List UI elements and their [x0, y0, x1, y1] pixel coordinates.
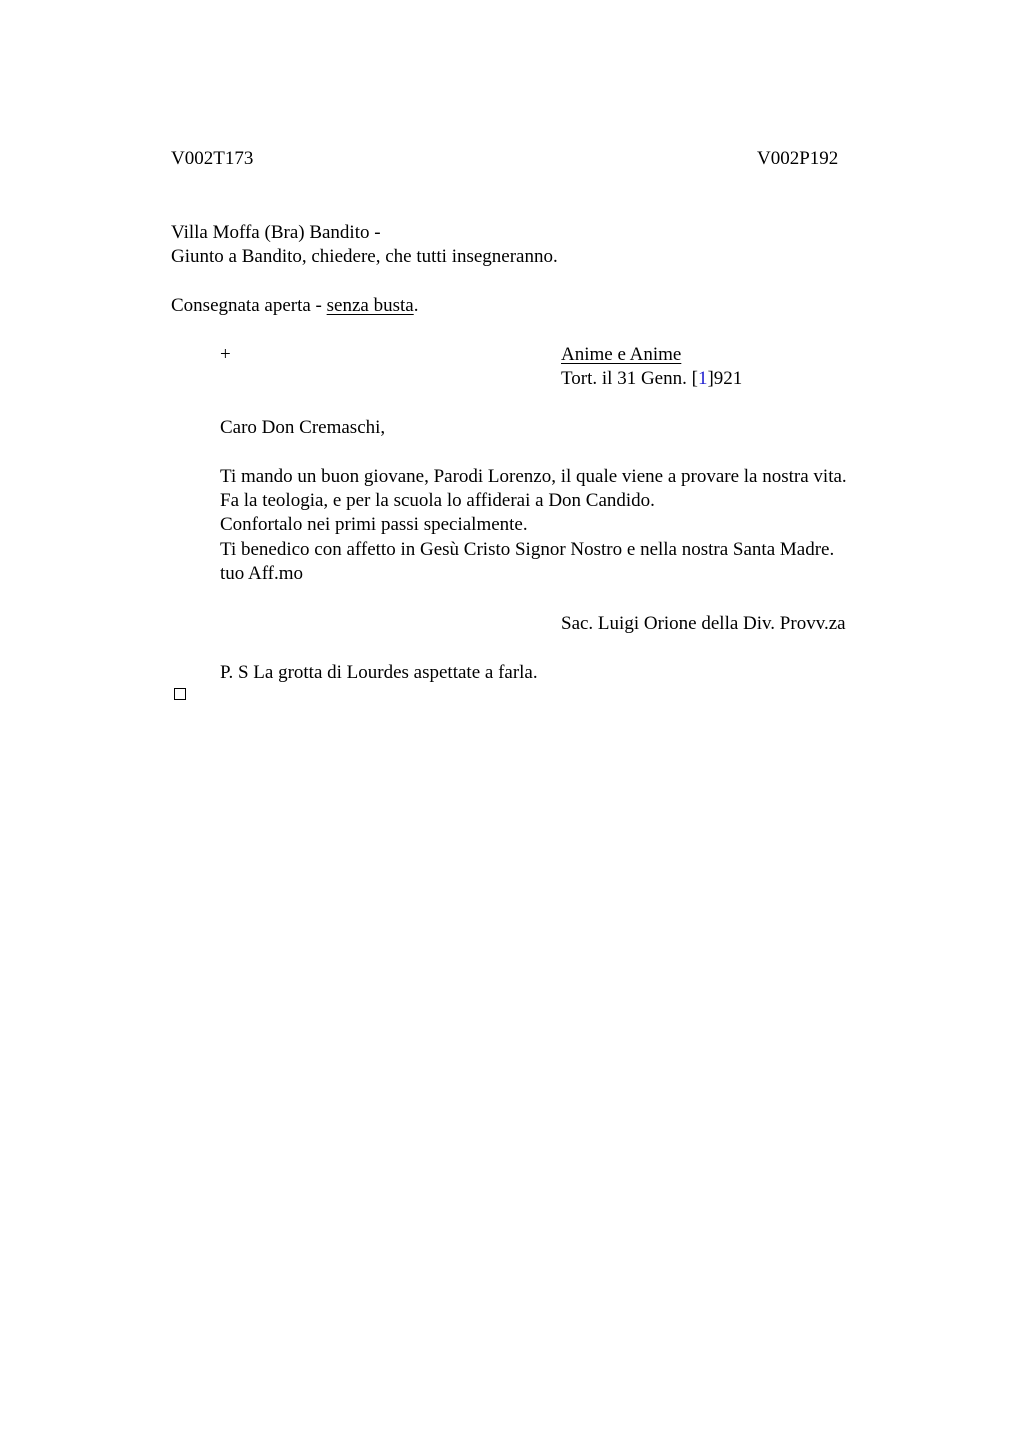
salutation: Caro Don Cremaschi, — [220, 417, 386, 438]
letter-date — [561, 367, 742, 391]
footnote-link[interactable]: 1 — [697, 368, 708, 389]
motto: Anime e Anime — [561, 344, 682, 365]
right-code: V002P192 — [757, 148, 839, 169]
delivery-prefix: Consegnata aperta - — [171, 295, 327, 316]
body-line: Ti benedico con affetto in Gesù Cristo Signor Nostro e nella nostra Santa Madre. — [220, 539, 835, 560]
address-line-1: Villa Moffa (Bra) Bandito - — [171, 222, 381, 243]
signature: Sac. Luigi Orione della Div. Provv.za — [561, 613, 846, 634]
address-line-2: Giunto a Bandito, chiedere, che tutti insegneranno. — [171, 246, 558, 267]
postscript: P. S La grotta di Lourdes aspettate a farla. — [220, 662, 538, 683]
empty-square-icon — [174, 688, 186, 700]
cross-symbol: + — [220, 344, 231, 365]
delivery-note — [171, 294, 418, 318]
body-line: Ti mando un buon giovane, Parodi Lorenzo, il quale viene a provare la nostra vita. — [220, 466, 847, 487]
left-code: V002T173 — [171, 148, 254, 169]
delivery-suffix: . — [413, 295, 419, 316]
delivery-underlined: senza busta — [326, 295, 414, 316]
body-line: Fa la teologia, e per la scuola lo affiderai a Don Candido. — [220, 490, 655, 511]
closing: tuo Aff.mo — [220, 563, 304, 584]
body-line: Confortalo nei primi passi specialmente. — [220, 514, 528, 535]
date-prefix: Tort. il 31 Genn. [ — [561, 368, 698, 389]
date-suffix: ]921 — [707, 368, 743, 389]
